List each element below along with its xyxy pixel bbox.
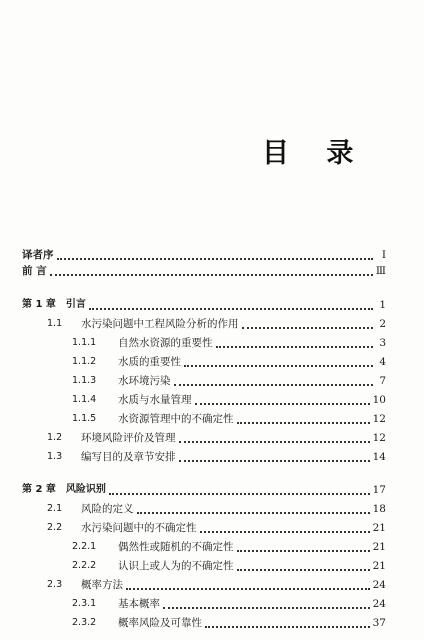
leader-dots — [126, 586, 370, 590]
leader-dots — [242, 325, 374, 329]
toc-page-number: 17 — [372, 484, 386, 496]
toc-page-number: 2 — [379, 318, 386, 330]
toc-entry-label: 前 言 — [22, 265, 47, 277]
toc-page-number: 12 — [372, 413, 386, 425]
toc-page-number: 21 — [372, 541, 386, 553]
toc-page-number: Ⅲ — [375, 265, 386, 277]
toc-page-number: 18 — [372, 503, 386, 515]
toc-subsection-2-2-2[interactable] — [72, 559, 386, 573]
leader-dots — [216, 344, 374, 348]
leader-dots — [137, 510, 370, 514]
toc-subsection-2-3-1[interactable] — [72, 597, 386, 611]
leader-dots — [163, 605, 370, 609]
subsection-number: 1.1.1 — [72, 337, 97, 348]
toc-section-2-2[interactable] — [47, 521, 386, 535]
leader-dots — [200, 529, 370, 533]
section-number: 1.3 — [47, 451, 63, 462]
leader-dots — [205, 624, 370, 628]
toc-page-number: 14 — [372, 451, 386, 463]
toc-section-2-3[interactable] — [47, 578, 386, 592]
toc-section-1-1[interactable] — [47, 317, 386, 331]
toc-chapter-2[interactable] — [22, 483, 386, 497]
subsection-title: 水质的重要性 — [118, 356, 181, 368]
section-title: 环境风险评价及管理 — [81, 432, 176, 444]
subsection-title: 水环境污染 — [118, 375, 171, 387]
section-number: 1.2 — [47, 432, 63, 443]
subsection-number: 2.2.1 — [72, 541, 97, 552]
leader-dots — [237, 548, 370, 552]
subsection-title: 水资源管理中的不确定性 — [118, 413, 234, 425]
leader-dots — [57, 256, 374, 260]
toc-page-number: 1 — [379, 299, 386, 311]
toc-subsection-1-1-1[interactable] — [72, 336, 386, 350]
leader-dots — [179, 458, 370, 462]
subsection-number: 2.2.2 — [72, 560, 97, 571]
toc-page-number: 21 — [372, 522, 386, 534]
subsection-number: 2.3.2 — [72, 617, 97, 628]
leader-dots — [195, 401, 370, 405]
toc-page-number: 10 — [372, 394, 386, 406]
toc-page-number: 7 — [379, 375, 386, 387]
leader-dots — [50, 272, 373, 276]
toc-entry-preface[interactable] — [22, 264, 386, 278]
subsection-title: 概率风险及可靠性 — [118, 617, 202, 629]
section-number: 2.3 — [47, 579, 63, 590]
subsection-number: 1.1.3 — [72, 375, 97, 386]
toc-section-1-3[interactable] — [47, 450, 386, 464]
toc-page-number: 4 — [379, 356, 386, 368]
toc-page-number: 3 — [379, 337, 386, 349]
section-number: 2.1 — [47, 503, 63, 514]
subsection-number: 1.1.4 — [72, 394, 97, 405]
chapter-number: 第 2 章 — [22, 484, 56, 495]
leader-dots — [179, 439, 370, 443]
subsection-title: 偶然性或随机的不确定性 — [118, 541, 234, 553]
toc-subsection-1-1-3[interactable] — [72, 374, 386, 388]
section-title: 概率方法 — [81, 579, 123, 591]
section-title: 水污染问题中的不确定性 — [81, 522, 197, 534]
subsection-title: 认识上或人为的不确定性 — [118, 560, 234, 572]
subsection-number: 2.3.1 — [72, 598, 97, 609]
subsection-title: 基本概率 — [118, 598, 160, 610]
section-title: 风险的定义 — [81, 503, 134, 515]
leader-dots — [184, 363, 373, 367]
subsection-number: 1.1.5 — [72, 413, 97, 424]
leader-dots — [109, 491, 370, 495]
toc-entry-translator-preface[interactable] — [22, 248, 386, 262]
toc-subsection-2-3-2[interactable] — [72, 616, 386, 630]
toc-section-2-1[interactable] — [47, 502, 386, 516]
leader-dots — [89, 306, 373, 310]
toc-entry-label: 译者序 — [22, 249, 54, 261]
chapter-number: 第 1 章 — [22, 299, 56, 310]
toc-page-number: 21 — [372, 560, 386, 572]
chapter-title: 风险识别 — [65, 484, 106, 495]
toc-title: 目 录 — [262, 138, 368, 169]
toc-page-number: 24 — [372, 598, 386, 610]
toc-section-1-2[interactable] — [47, 431, 386, 445]
leader-dots — [237, 567, 370, 571]
toc-subsection-1-1-4[interactable] — [72, 393, 386, 407]
section-number: 2.2 — [47, 522, 63, 533]
toc-subsection-2-2-1[interactable] — [72, 540, 386, 554]
toc-subsection-1-1-5[interactable] — [72, 412, 386, 426]
leader-dots — [237, 420, 370, 424]
leader-dots — [174, 382, 374, 386]
subsection-title: 水质与水量管理 — [118, 394, 192, 406]
section-title: 编写目的及章节安排 — [81, 451, 176, 463]
subsection-title: 自然水资源的重要性 — [118, 337, 213, 349]
chapter-title: 引言 — [65, 299, 86, 310]
toc-page-number: 12 — [372, 432, 386, 444]
toc-page-number: Ⅰ — [381, 249, 386, 261]
subsection-number: 1.1.2 — [72, 356, 97, 367]
toc-chapter-1[interactable] — [22, 298, 386, 312]
toc-subsection-1-1-2[interactable] — [72, 355, 386, 369]
section-title: 水污染问题中工程风险分析的作用 — [81, 318, 239, 330]
toc-page-number: 37 — [372, 617, 386, 629]
toc-page-number: 24 — [372, 579, 386, 591]
section-number: 1.1 — [47, 318, 63, 329]
